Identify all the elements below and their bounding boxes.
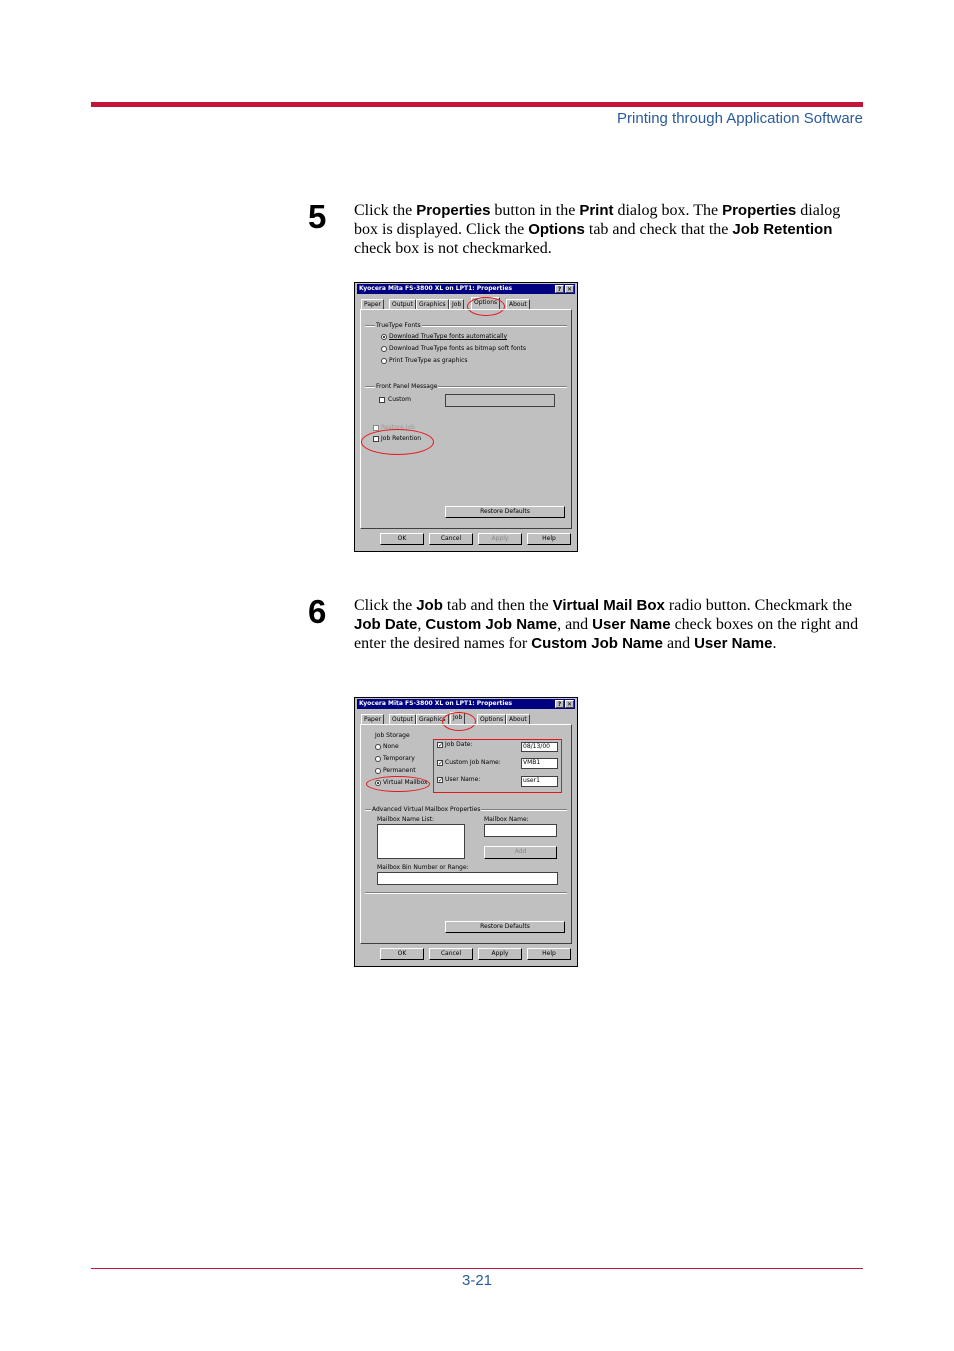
job-retention-label: Job Retention (381, 435, 422, 442)
storage-permanent-radio[interactable] (375, 768, 381, 774)
faded-label: Restore Job (381, 424, 415, 431)
close-title-button[interactable]: ✕ (566, 286, 573, 293)
job-date-label: Job Date: (445, 741, 473, 748)
step-5-number: 5 (308, 198, 327, 235)
storage-virtual-mailbox-label: Virtual Mailbox (383, 779, 428, 786)
ok-button[interactable]: OK (380, 948, 424, 960)
tab-panel (360, 309, 572, 529)
mailbox-name-list-label: Mailbox Name List: (377, 816, 435, 823)
download-auto-label: Download TrueType fonts automatically (389, 333, 508, 340)
tab-paper[interactable]: Paper (361, 299, 384, 310)
apply-button[interactable]: Apply (478, 533, 522, 545)
text-run: . (772, 635, 777, 652)
group-divider (365, 892, 567, 894)
storage-none-label: None (383, 743, 399, 750)
bold-term: Virtual Mail Box (552, 597, 665, 614)
help-title-button[interactable]: ? (555, 700, 564, 708)
bold-term: Print (579, 202, 614, 219)
user-name-field[interactable]: user1 (521, 776, 558, 787)
text-run: , and (557, 616, 593, 633)
tab-about[interactable]: About (506, 299, 530, 310)
text-run: Click the (354, 597, 417, 614)
text-run: dialog box is displayed. Click the (354, 202, 841, 238)
job-storage-label: Job Storage (375, 732, 410, 739)
help-title-button[interactable]: ? (555, 285, 564, 293)
tab-about[interactable]: About (506, 714, 530, 725)
text-run: tab and then the (442, 597, 553, 614)
restore-defaults-button[interactable]: Restore Defaults (445, 921, 565, 933)
print-graphics-label: Print TrueType as graphics (389, 357, 468, 364)
text-run: , (417, 616, 426, 633)
text-run: check boxes on the right and enter the desired names for (354, 616, 859, 652)
dialog-title: Kyocera Mita FS-3800 XL on LPT1: Properties (359, 700, 513, 707)
tab-paper[interactable]: Paper (361, 714, 384, 725)
text-run: radio button. Checkmark the (664, 597, 852, 614)
download-bitmap-label: Download TrueType fonts as bitmap soft fonts (389, 345, 527, 352)
bin-number-field[interactable] (377, 872, 558, 885)
user-name-label: User Name: (445, 776, 481, 783)
truetype-group-label: TrueType Fonts (376, 322, 421, 329)
bold-term: Job (416, 597, 443, 614)
cancel-button[interactable]: Cancel (429, 533, 473, 545)
text-run: dialog box. The (613, 202, 723, 219)
bold-term: Properties (722, 202, 797, 219)
text-run: Click the (354, 202, 417, 219)
job-fields-highlight (433, 739, 562, 793)
text-run: button in the (490, 202, 580, 219)
bold-term: Job Date (354, 616, 418, 633)
storage-temporary-radio[interactable] (375, 756, 381, 762)
custom-message-field[interactable] (445, 394, 555, 407)
storage-none-radio[interactable] (375, 744, 381, 750)
header-rule (91, 102, 863, 107)
text-run: and (662, 635, 695, 652)
step-6-number: 6 (308, 593, 327, 630)
tab-output[interactable]: Output (389, 299, 416, 310)
bold-term: Job Retention (732, 221, 833, 238)
job-retention-highlight (361, 429, 434, 455)
storage-permanent-label: Permanent (383, 767, 416, 774)
properties-dialog-options (354, 282, 578, 552)
custom-checkbox[interactable] (379, 397, 385, 403)
storage-temporary-label: Temporary (383, 755, 415, 762)
mailbox-name-list[interactable] (377, 824, 465, 859)
tab-options[interactable]: Options (471, 297, 500, 310)
tab-options[interactable]: Options (477, 714, 506, 725)
text-run: tab and check that the (584, 221, 733, 238)
running-header: Printing through Application Software (617, 110, 863, 127)
bold-term: User Name (592, 616, 671, 633)
bold-term: Properties (416, 202, 491, 219)
bin-number-label: Mailbox Bin Number or Range: (377, 864, 469, 871)
bold-term: Options (528, 221, 585, 238)
download-auto-radio[interactable] (381, 334, 387, 340)
custom-job-name-label: Custom Job Name: (445, 759, 501, 766)
print-graphics-radio[interactable] (381, 358, 387, 364)
help-button[interactable]: Help (527, 948, 571, 960)
close-title-button[interactable]: ✕ (566, 701, 573, 708)
ok-button[interactable]: OK (380, 533, 424, 545)
bold-term: Custom Job Name (425, 616, 558, 633)
tab-graphics[interactable]: Graphics (416, 299, 449, 310)
apply-button[interactable]: Apply (478, 948, 522, 960)
properties-dialog-job (354, 697, 578, 967)
dialog-titlebar (357, 284, 575, 294)
virtual-mailbox-highlight (366, 776, 430, 792)
custom-job-name-checkbox[interactable]: ✓ (438, 760, 444, 767)
help-button[interactable]: Help (527, 533, 571, 545)
job-date-field[interactable]: 08/13/00 (521, 742, 558, 752)
mailbox-name-field[interactable] (484, 824, 557, 837)
dialog-title: Kyocera Mita FS-3800 XL on LPT1: Properties (359, 285, 513, 292)
step-5-text (354, 201, 866, 258)
tab-graphics[interactable]: Graphics (416, 714, 449, 725)
tab-job[interactable]: Job (449, 299, 464, 310)
text-run: check box is not checkmarked. (354, 240, 552, 257)
bold-term: User Name (694, 635, 773, 652)
user-name-checkbox[interactable]: ✓ (438, 777, 444, 784)
cancel-button[interactable]: Cancel (429, 948, 473, 960)
add-button[interactable]: Add (484, 846, 557, 859)
step-6-text (354, 596, 866, 653)
tab-job[interactable]: Job (450, 712, 465, 725)
footer-rule (91, 1268, 863, 1269)
dialog-titlebar (357, 699, 575, 709)
page-number: 3-21 (461, 1272, 493, 1289)
custom-label: Custom (388, 396, 411, 403)
advanced-group-label: Advanced Virtual Mailbox Properties (372, 806, 481, 813)
bold-term: Custom Job Name (531, 635, 663, 652)
front-panel-group-label: Front Panel Message (376, 383, 438, 390)
restore-defaults-button[interactable]: Restore Defaults (445, 506, 565, 518)
job-date-checkbox[interactable]: ✓ (438, 742, 444, 749)
custom-job-name-field[interactable]: VMB1 (521, 758, 558, 769)
mailbox-name-label: Mailbox Name: (484, 816, 529, 823)
download-bitmap-radio[interactable] (381, 346, 387, 352)
tab-output[interactable]: Output (389, 714, 416, 725)
